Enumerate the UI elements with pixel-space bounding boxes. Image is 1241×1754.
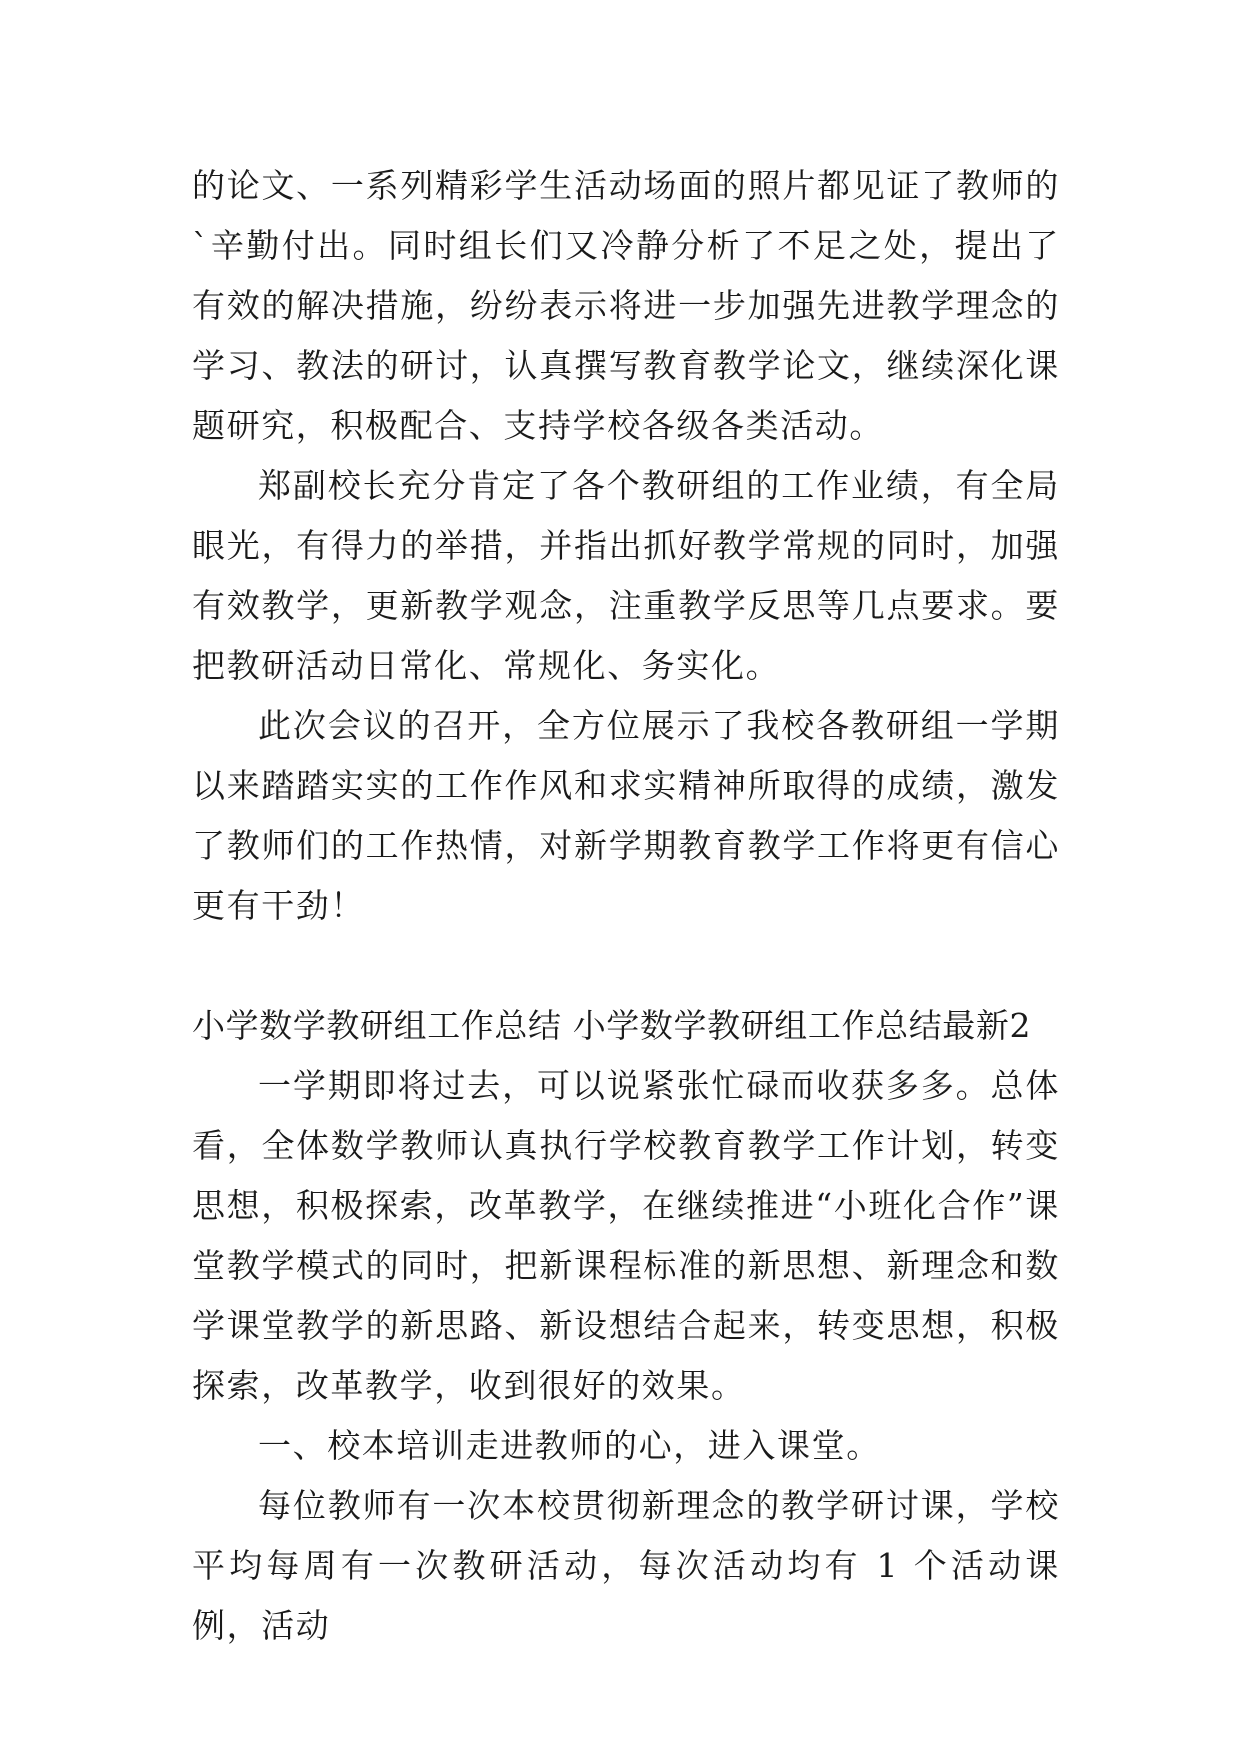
paragraph-teaching-research: 每位教师有一次本校贯彻新理念的教学研讨课，学校平均每周有一次教研活动，每次活动均有 1 个活动课例，活动 <box>192 1486 1060 1645</box>
document-body <box>192 156 1060 1656</box>
paragraph-meeting-conclusion: 此次会议的召开，全方位展示了我校各教研组一学期以来踏踏实实的工作作风和求实精神所取得的成绩，激发了教师们的工作热情，对新学期教育教学工作将更有信心更有干劲！ <box>192 706 1060 925</box>
paragraph-section-one-title: 一、校本培训走进教师的心，进入课堂。 <box>258 1426 881 1465</box>
paragraph-semester-overview: 一学期即将过去，可以说紧张忙碌而收获多多。总体看，全体数学教师认真执行学校教育教学工作计划，转变思想，积极探索，改革教学，在继续推进“小班化合作”课堂教学模式的同时，把新课程标准的新思想、新理念和数学课堂教学的新思路、新设想结合起来，转变思想，积极探索，改革教学，收到很好的效果。 <box>192 1066 1060 1405</box>
section-heading: 小学数学教研组工作总结 小学数学教研组工作总结最新2 <box>192 1006 1032 1045</box>
paragraph-vice-principal-remarks: 郑副校长充分肯定了各个教研组的工作业绩，有全局眼光，有得力的举措，并指出抓好教学常规的同时，加强有效教学，更新教学观念，注重教学反思等几点要求。要把教研活动日常化、常规化、务实化。 <box>192 466 1060 685</box>
paragraph-papers-and-measures: 的论文、一系列精彩学生活动场面的照片都见证了教师的`辛勤付出。同时组长们又冷静分析了不足之处，提出了有效的解决措施，纷纷表示将进一步加强先进教学理念的学习、教法的研讨，认真撰写教育教学论文，继续深化课题研究，积极配合、支持学校各级各类活动。 <box>192 166 1060 445</box>
